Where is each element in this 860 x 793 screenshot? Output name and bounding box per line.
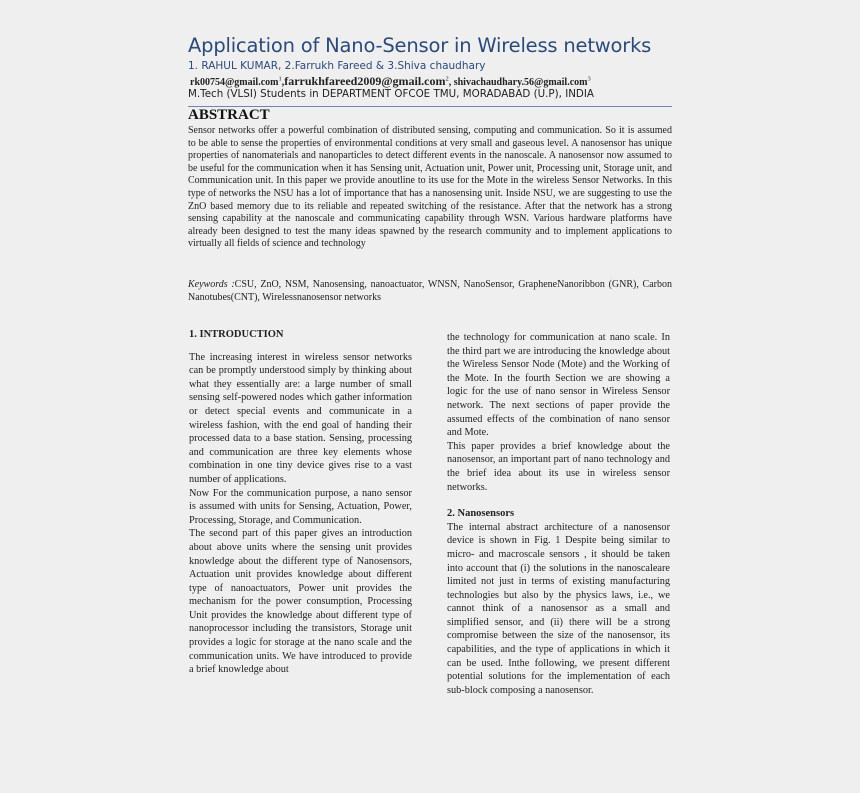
intro-paragraph-1: The increasing interest in wireless sensor networks can be promptly understood simply by thinking about what they essentially are: a large number of small sensing self-powered nodes which gather information or detect special events and communicate in a wireless fashion, with the end goal of handing their processed data to a base station. Sensing, processing and communication are three key elements whose combination in one tiny device gives rise to a vast number of applications. (189, 351, 412, 485)
email-2-mark: 2 (445, 75, 449, 83)
email-1-mark: 1 (278, 75, 282, 83)
section-heading-nanosensors: 2. Nanosensors (447, 508, 515, 520)
intro-paragraph-4: the technology for communication at nano scale. In the third part we are introducing the knowledge about the Wireless Sensor Node (Mote) and the Working of the Mote. In the fourth Section we are showing a logic for the use of nano sensor in Wireless Sensor network. The next sections of paper provide the assumed effects of the combination of nano sensor and Mote. (447, 332, 670, 439)
section-heading-introduction: 1. INTRODUCTION (189, 329, 284, 340)
nanosensors-paragraph: The internal abstract architecture of a nanosensor device is shown in Fig. 1 Despite being similar to micro- and macroscale sensors , it should be taken into account that (i) the solutions in the nanoscaleare limited not just in terms of existing manufacturing technologies but also by the physics laws, i.e., we cannot think of a nanosensor as a small and simplified sensor, and (ii) there will be a strong compromise between the size of the nanosensor, its capabilities, and the type of applications in which it can be used. Inthe following, we present different potential solutions for the implementation of each sub-block composing a nanosensor. (447, 521, 670, 696)
keywords-label: Keywords : (188, 279, 235, 290)
keywords-text: CSU, ZnO, NSM, Nanosensing, nanoactuator, WNSN, NanoSensor, GrapheneNanoribbon (GNR), Carbon Nanotubes(CNT), Wirelessnanosensor networks (188, 279, 672, 303)
abstract-text: Sensor networks offer a powerful combination of distributed sensing, computing and communication. So it is assumed to be able to sense the properties of environmental conditions at very small and gaseous level. A nanosensor has unique properties of nanomaterials and nanoparticles to detect different events in the nanoscale. A nanosensor now assumed to be useful for the communication when it has Sensing unit, Actuation unit, Power unit, Processing unit, Storage unit, and Communication unit. In this paper we provide anoutline to its use for the Mote in the wireless Sensor Networks. In this type of networks the NSU has a lot of importance that has a nanosensing unit. Inside NSU, we are suggesting to use the ZnO based memory due to its reliable and repeated switching of the resistance. After that the network has a strong sensing capability at the nanoscale and communicating capability through WSN. Various hardware platforms have already been designed to test the many ideas spawned by the research community and to implement applications to virtually all fields of science and technology (188, 125, 672, 250)
keywords (188, 278, 672, 304)
intro-paragraph-3: The second part of this paper gives an introduction about above units where the sensing unit provides knowledge about the different type of Nanosensors, Actuation unit provides knowledge about different type of nanoactuators, Power unit provides the mechanism for the power consumption, Processing Unit provides the knowledge about different type of nanoprocessor including the transistors, Storage unit provides a logic for storage at the nano scale and the communication units. We have introduced to provide a brief knowledge about (189, 528, 412, 676)
column-right (447, 331, 670, 697)
email-2: farrukhfareed2009@gmail.com (284, 74, 446, 88)
author-emails: rk00754@gmail.com$^1$,farrukhfareed2009@gmail.com$^2$, shivachaudhary.56@gmail.com$^3$ (190, 74, 591, 88)
email-3: shivachaudhary.56@gmail.com (453, 77, 588, 88)
affiliation: M.Tech (VLSI) Students in DEPARTMENT OFCOE TMU, MORADABAD (U.P), INDIA (188, 88, 594, 100)
email-3-mark: 3 (587, 75, 591, 83)
column-left (189, 328, 412, 677)
abstract-heading: ABSTRACT (188, 107, 270, 123)
intro-paragraph-5: This paper provides a brief knowledge about the nanosensor, an important part of nano technology and the brief idea about its use in wireless sensor networks. (447, 440, 670, 493)
email-1: rk00754@gmail.com (190, 77, 279, 88)
intro-paragraph-2: Now For the communication purpose, a nano sensor is assumed with units for Sensing, Actuation, Power, Processing, Storage, and Communication. (189, 487, 412, 526)
paper-page (188, 34, 672, 764)
author-list: 1. RAHUL KUMAR, 2.Farrukh Fareed & 3.Shiva chaudhary (188, 60, 486, 72)
paper-title: Application of Nano-Sensor in Wireless networks (188, 34, 652, 57)
